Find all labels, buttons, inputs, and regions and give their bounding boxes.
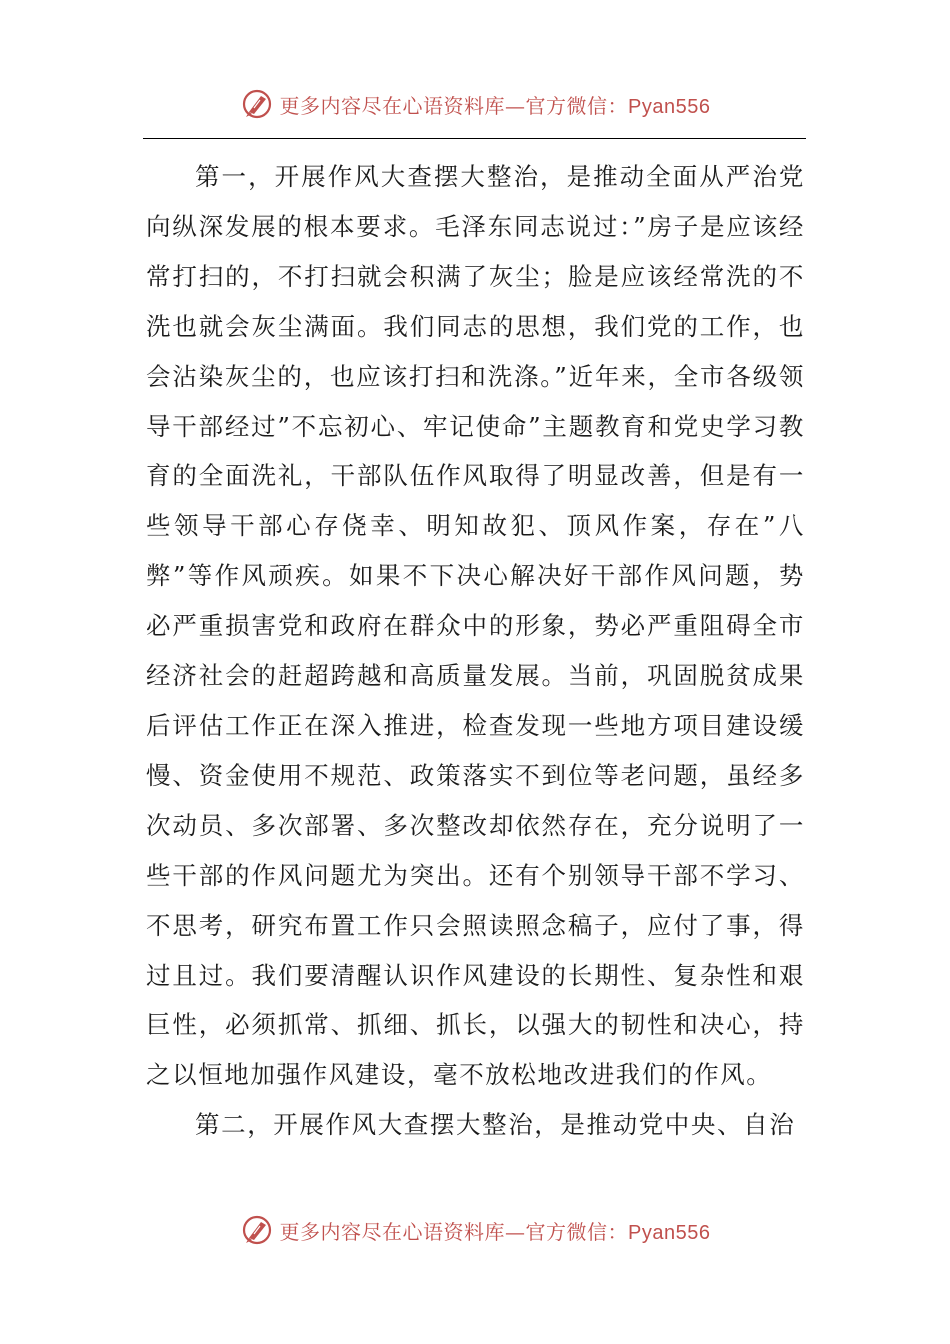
header-brand: 更多内容尽在心语资料库: [279, 93, 506, 118]
footer-brand: 更多内容尽在心语资料库: [279, 1219, 506, 1244]
footer-text: [280, 1216, 711, 1245]
footer-banner: [0, 1210, 950, 1250]
footer-contact-id: Pyan556: [628, 1221, 711, 1244]
header-text: [280, 90, 711, 119]
body-paragraph: 第二，开展作风大查摆大整治，是推动党中央、自治: [195, 1110, 796, 1140]
body-paragraph: 第一，开展作风大查摆大整治，是推动全面从严治党向纵深发展的根本要求。毛泽东同志说过：”房子是应该经常打扫的，不打扫就会积满了灰尘；脸是应该经常洗的不洗也就会灰尘满面。我们同志的思想，我们党的工作，也会沾染灰尘的，也应该打扫和洗涤。”近年来，全市各级领导干部经过”不忘初心、牢记使命”主题教育和党史学习教育的全面洗礼，干部队伍作风取得了明显改善，但是有一些领导干部心存侥幸、明知故犯、顶风作案，存在”八弊”等作风顽疾。如果不下决心解决好干部作风问题，势必严重损害党和政府在群众中的形象，势必严重阻碍全市经济社会的赶超跨越和高质量发展。当前，巩固脱贫成果后评估工作正在深入推进，检查发现一些地方项目建设缓慢、资金使用不规范、政策落实不到位等老问题，虽经多次动员、多次部署、多次整改却依然存在，充分说明了一些干部的作风问题尤为突出。还有个别领导干部不学习、不思考，研究布置工作只会照读照念稿子，应付了事，得过且过。我们要清醒认识作风建设的长期性、复杂性和艰巨性，必须抓常、抓细、抓长，以强大的韧性和决心，持之以恒地加强作风建设，毫不放松地改进我们的作风。: [146, 162, 805, 1090]
header-contact-label: 官方微信：: [525, 93, 629, 118]
pen-nib-circle-icon: [240, 1213, 274, 1247]
footer-contact-label: 官方微信：: [525, 1219, 629, 1244]
header-dash: —: [505, 93, 526, 118]
header-banner: [0, 84, 950, 124]
header-divider: [143, 138, 806, 139]
pen-nib-circle-icon: [240, 87, 274, 121]
footer-dash: —: [505, 1219, 526, 1244]
header-contact-id: Pyan556: [628, 95, 711, 118]
document-body: [146, 152, 805, 1150]
